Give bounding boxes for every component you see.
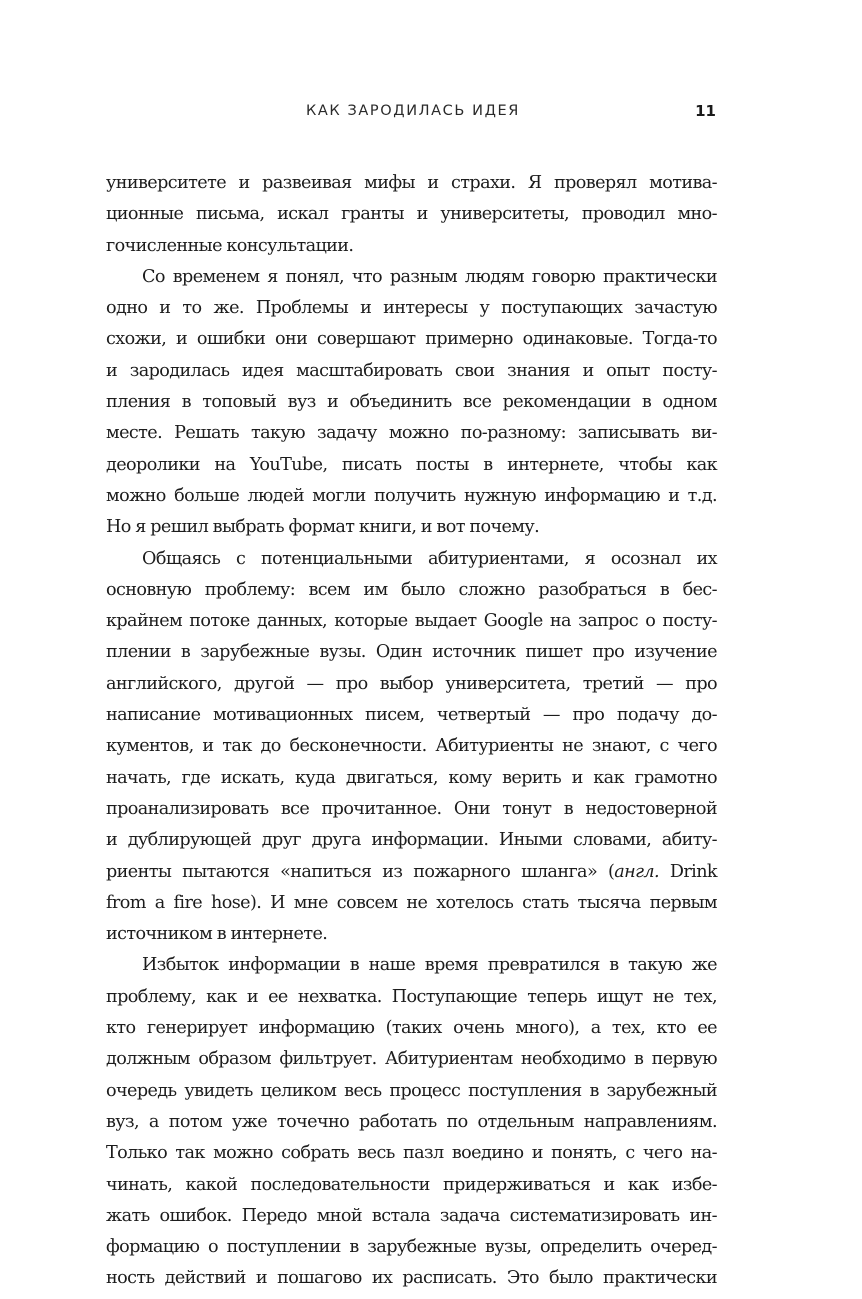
text-line: жать ошибок. Передо мной встала задача систематизировать ин-: [106, 1205, 717, 1226]
text-line: чинать, какой последовательности придерживаться и как избе-: [106, 1174, 717, 1195]
text-line: ность действий и пошагово их расписать. Это было практически: [106, 1268, 717, 1289]
text-line: должным образом фильтрует. Абитуриентам необходимо в первую: [106, 1049, 717, 1070]
text-line: можно больше людей могли получить нужную информацию и т.д.: [106, 485, 717, 506]
text-line: ционные письма, искал гранты и университеты, проводил мно-: [106, 204, 717, 225]
text-line: одно и то же. Проблемы и интересы у поступающих зачастую: [106, 298, 717, 319]
text-line: и дублирующей друг друга информации. Иными словами, абиту-: [106, 830, 717, 851]
paragraph-first-line: Общаясь с потенциальными абитуриентами, я осознал их: [142, 548, 717, 569]
paragraph-first-line: Избыток информации в наше время превратился в такую же: [142, 955, 717, 976]
running-head-title: КАК ЗАРОДИЛАСЬ ИДЕЯ: [306, 103, 520, 119]
page-number: 11: [695, 102, 716, 120]
italic-abbreviation: англ.: [614, 861, 659, 882]
text-line: схожи, и ошибки они совершают примерно одинаковые. Тогда-то: [106, 329, 717, 350]
text-line: деоролики на YouTube, писать посты в интернете, чтобы как: [106, 454, 717, 475]
text-line: пления в топовый вуз и объединить все рекомендации в одном: [106, 392, 717, 413]
text-line: основную проблему: всем им было сложно разобраться в бес-: [106, 579, 717, 600]
text-line: Только так можно собрать весь пазл воедино и понять, с чего на-: [106, 1143, 717, 1164]
text-line: очередь увидеть целиком весь процесс поступления в зарубежный: [106, 1080, 717, 1101]
text-line: английского, другой — про выбор университета, третий — про: [106, 673, 717, 694]
text-segment: Drink: [659, 861, 717, 882]
text-line: кументов, и так до бесконечности. Абитуриенты не знают, с чего: [106, 736, 717, 757]
text-line: вуз, а потом уже точечно работать по отдельным направлениям.: [106, 1111, 717, 1132]
text-line: месте. Решать такую задачу можно по-разному: записывать ви-: [106, 423, 717, 444]
text-line: Но я решил выбрать формат книги, и вот почему.: [106, 517, 540, 538]
text-line: крайнем потоке данных, которые выдает Google на запрос о посту-: [106, 611, 717, 632]
text-line: написание мотивационных писем, четвертый — про подачу до-: [106, 705, 717, 726]
text-line: источником в интернете.: [106, 924, 328, 945]
running-head: [0, 99, 862, 123]
text-line: кто генерирует информацию (таких очень много), а тех, кто ее: [106, 1018, 717, 1039]
text-line: университете и развеивая мифы и страхи. Я проверял мотива-: [106, 173, 717, 193]
paragraph-first-line: Со временем я понял, что разным людям говорю практически: [142, 266, 717, 287]
text-line-with-italic: [106, 857, 717, 888]
text-line: гочисленные консультации.: [106, 235, 354, 256]
text-line: и зародилась идея масштабировать свои знания и опыт посту-: [106, 360, 717, 381]
text-line: проблему, как и ее нехватка. Поступающие теперь ищут не тех,: [106, 986, 717, 1007]
text-line: начать, где искать, куда двигаться, кому верить и как грамотно: [106, 767, 717, 788]
text-line: проанализировать все прочитанное. Они тонут в недостоверной: [106, 798, 717, 819]
text-line: формацию о поступлении в зарубежные вузы, определить очеред-: [106, 1237, 717, 1258]
text-line: плении в зарубежные вузы. Один источник пишет про изучение: [106, 642, 717, 663]
text-segment: риенты пытаются «напиться из пожарного шланга» (: [106, 861, 615, 882]
text-line: from a fire hose). И мне совсем не хотелось стать тысяча первым: [106, 892, 717, 913]
body-text: [106, 168, 717, 1295]
